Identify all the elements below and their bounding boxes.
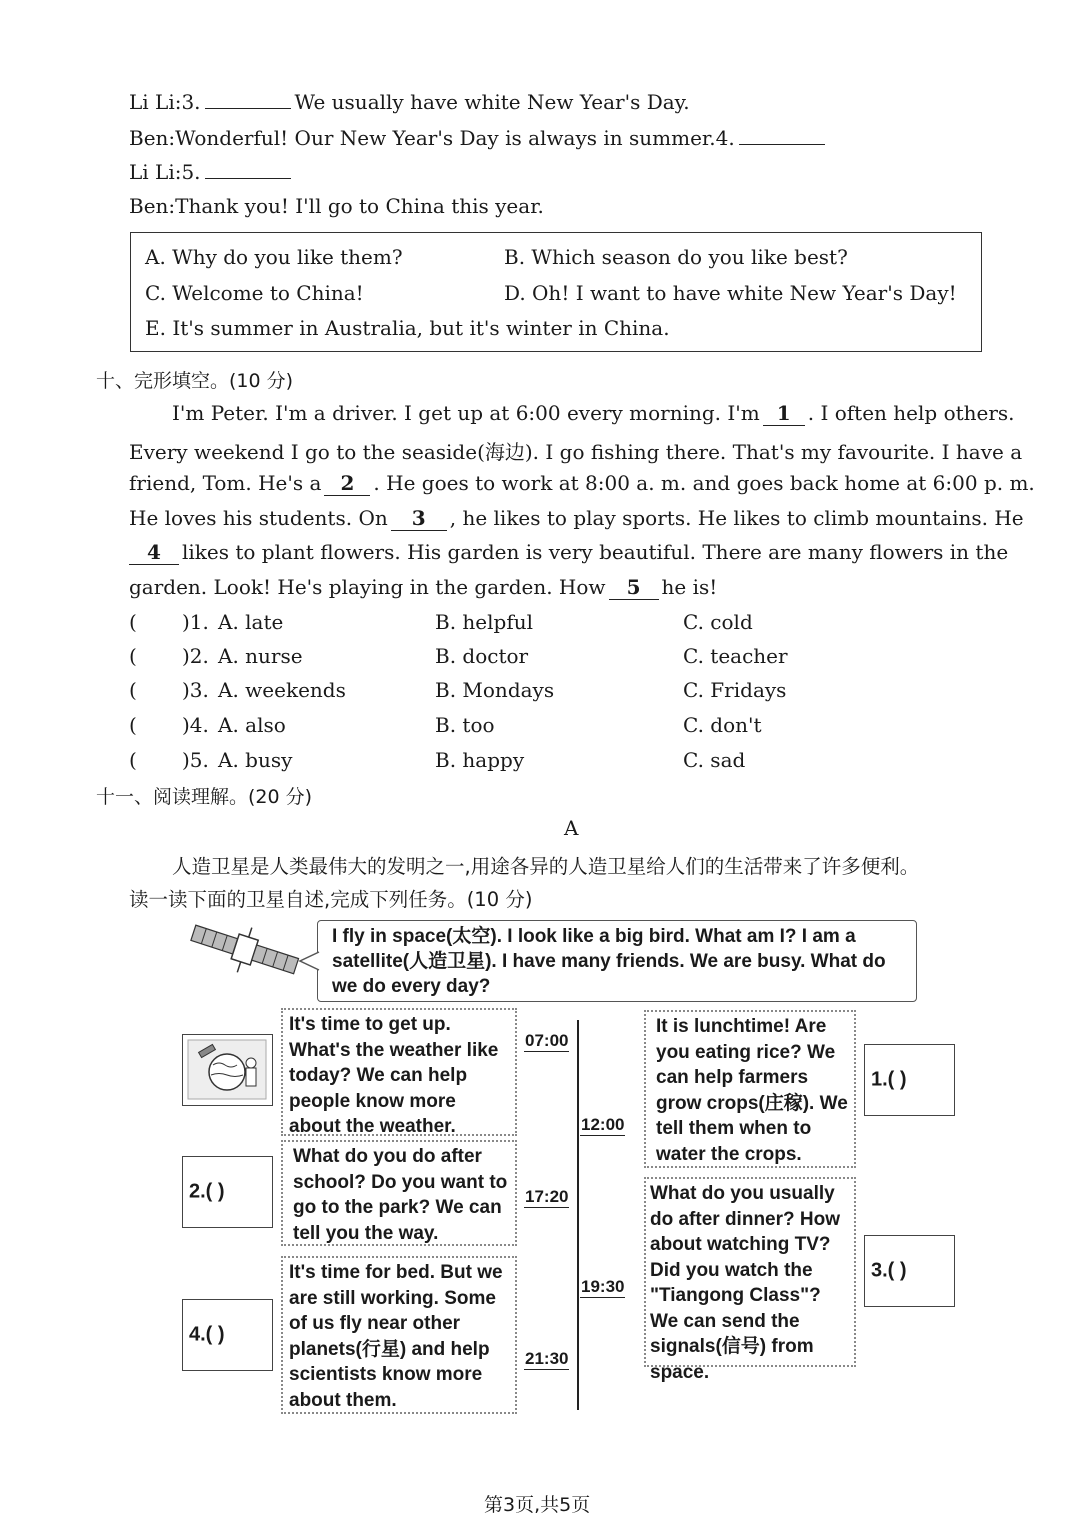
cloze-blank-1[interactable]: 1 bbox=[763, 401, 805, 426]
option-d: D. Oh! I want to have white New Year's Day! bbox=[504, 281, 957, 305]
cloze-blank-2[interactable]: 2 bbox=[324, 471, 370, 496]
section-11-title: 十一、阅读理解。(20 分) bbox=[96, 786, 313, 808]
timeline-axis bbox=[577, 1020, 579, 1410]
time-label: 19:30 bbox=[581, 1277, 625, 1296]
cloze-blank-4[interactable]: 4 bbox=[129, 540, 179, 565]
choice-b[interactable]: B. doctor bbox=[435, 644, 529, 668]
satellite-box-1200: It is lunchtime! Are you eating rice? We can help farmers grow crops(庄稼). We tell them when to water the crops. bbox=[644, 1010, 856, 1168]
cloze-line-2: Every weekend I go to the seaside(海边). I go fishing there. That's my favourite. I have a bbox=[129, 440, 1023, 464]
cloze-line-5: 4 likes to plant flowers. His garden is very beautiful. There are many flowers in the bbox=[129, 540, 1008, 565]
satellite-box-0700: It's time to get up. What's the weather like today? We can help people know more about the weather. bbox=[281, 1008, 517, 1136]
answer-box-3[interactable]: 3.( ) bbox=[864, 1235, 955, 1307]
option-b: B. Which season do you like best? bbox=[504, 245, 848, 269]
choice-b[interactable]: B. happy bbox=[435, 748, 525, 772]
intro-line-1: 人造卫星是人类最伟大的发明之一,用途各异的人造卫星给人们的生活带来了许多便利。 bbox=[172, 855, 920, 878]
dialogue-line-3: Li Li:3. We usually have white New Year's Day. bbox=[129, 90, 690, 114]
answer-slot[interactable]: )1. bbox=[182, 610, 209, 634]
answer-blank[interactable] bbox=[205, 88, 291, 109]
time-label: 12:00 bbox=[581, 1115, 625, 1134]
time-label: 17:20 bbox=[525, 1187, 569, 1206]
choice-c[interactable]: C. don't bbox=[683, 713, 762, 737]
choice-c[interactable]: C. teacher bbox=[683, 644, 788, 668]
dialogue-line-5: Li Li:5. bbox=[129, 158, 295, 184]
answer-slot[interactable]: )2. bbox=[182, 644, 209, 668]
part-label: A bbox=[564, 816, 579, 840]
option-a: A. Why do you like them? bbox=[145, 245, 403, 269]
choice-b[interactable]: B. helpful bbox=[435, 610, 534, 634]
choice-b[interactable]: B. Mondays bbox=[435, 678, 555, 702]
cloze-line-4: He loves his students. On 3 , he likes to play sports. He likes to climb mountains. He bbox=[129, 506, 1024, 530]
choice-a[interactable]: A. late bbox=[218, 610, 284, 634]
dialogue-line-4: Ben:Wonderful! Our New Year's Day is always in summer.4. bbox=[129, 124, 829, 150]
answer-blank[interactable] bbox=[205, 158, 291, 179]
cloze-blank-5[interactable]: 5 bbox=[609, 575, 659, 600]
speech-bubble: I fly in space(太空). I look like a big bird. What am I? I am a satellite(人造卫星). I have many friends. We are busy. What do we do every day? bbox=[317, 920, 917, 1002]
choice-b[interactable]: B. too bbox=[435, 713, 495, 737]
answer-box-2[interactable]: 2.( ) bbox=[182, 1156, 273, 1228]
weather-picture-icon bbox=[183, 1035, 271, 1104]
answer-slot[interactable]: )5. bbox=[182, 748, 209, 772]
satellite-box-2130: It's time for bed. But we are still working. Some of us fly near other planets(行星) and help scientists know more about them. bbox=[281, 1256, 517, 1414]
choice-a[interactable]: A. nurse bbox=[218, 644, 303, 668]
choice-a[interactable]: A. weekends bbox=[218, 678, 346, 702]
choice-a[interactable]: A. busy bbox=[218, 748, 293, 772]
time-label: 07:00 bbox=[525, 1031, 569, 1050]
satellite-box-1720: What do you do after school? Do you want to go to the park? We can tell you the way. bbox=[281, 1140, 517, 1246]
satellite-box-1930: What do you usually do after dinner? How about watching TV? Did you watch the "Tiangong Class"? We can send the signals(信号) from space. bbox=[644, 1177, 856, 1367]
choice-c[interactable]: C. cold bbox=[683, 610, 753, 634]
page-footer: 第3页,共5页 bbox=[484, 1494, 591, 1516]
answer-box-1[interactable]: 1.( ) bbox=[864, 1044, 955, 1116]
bubble-tail bbox=[298, 950, 320, 974]
picture-box bbox=[182, 1034, 273, 1106]
option-c: C. Welcome to China! bbox=[145, 281, 364, 305]
cloze-line-1: I'm Peter. I'm a driver. I get up at 6:00 every morning. I'm 1 . I often help others. bbox=[172, 401, 1015, 425]
cloze-line-3: friend, Tom. He's a 2 . He goes to work at 8:00 a. m. and goes back home at 6:00 p. m. bbox=[129, 471, 1035, 495]
options-box bbox=[130, 232, 982, 352]
answer-slot[interactable]: )4. bbox=[182, 713, 209, 737]
time-label: 21:30 bbox=[525, 1349, 569, 1368]
answer-box-4[interactable]: 4.( ) bbox=[182, 1299, 273, 1371]
section-10-title: 十、完形填空。(10 分) bbox=[96, 370, 294, 392]
choice-c[interactable]: C. sad bbox=[683, 748, 746, 772]
answer-blank[interactable] bbox=[739, 124, 825, 145]
intro-line-2: 读一读下面的卫星自述,完成下列任务。(10 分) bbox=[129, 888, 533, 911]
answer-slot[interactable]: )3. bbox=[182, 678, 209, 702]
cloze-blank-3[interactable]: 3 bbox=[391, 506, 447, 531]
choice-c[interactable]: C. Fridays bbox=[683, 678, 787, 702]
cloze-line-6: garden. Look! He's playing in the garden. How 5 he is! bbox=[129, 575, 718, 599]
choice-a[interactable]: A. also bbox=[218, 713, 286, 737]
dialogue-line-ben: Ben:Thank you! I'll go to China this year. bbox=[129, 194, 544, 218]
option-e: E. It's summer in Australia, but it's winter in China. bbox=[145, 316, 670, 340]
